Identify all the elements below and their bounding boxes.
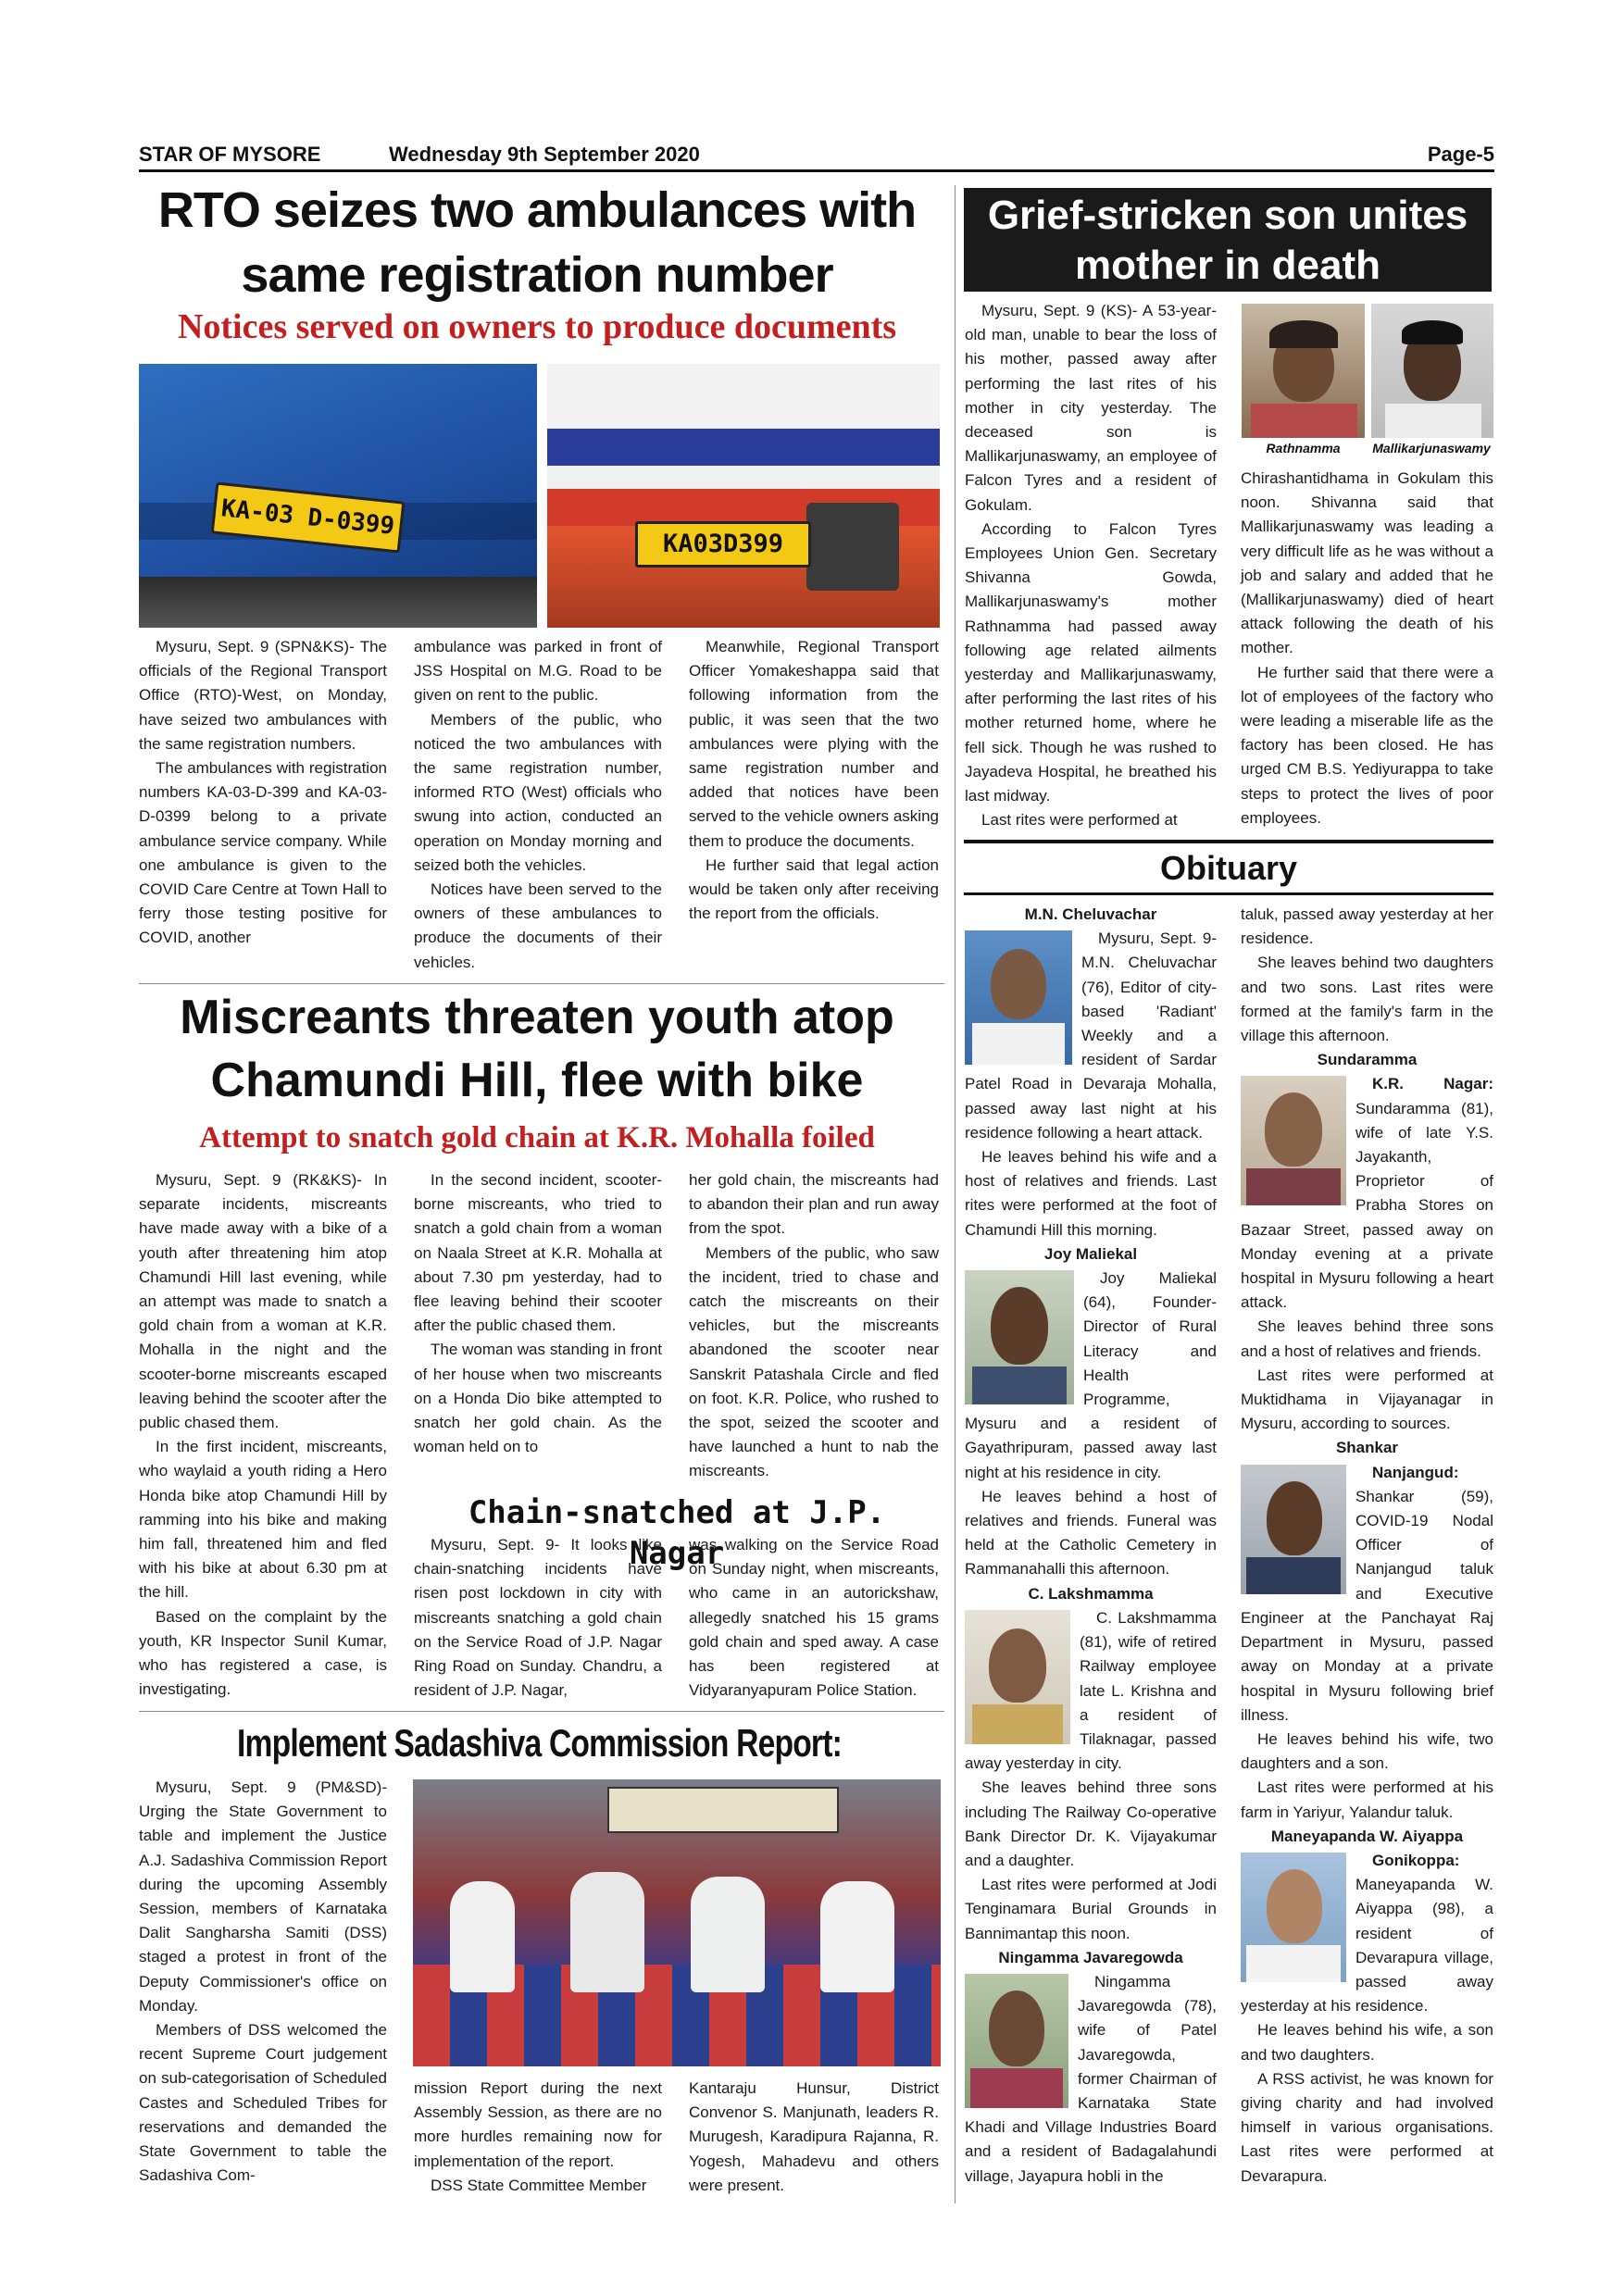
obit-lakshmamma-text2: She leaves behind three sons including The Railway Co-operative Bank Director Dr. K. Vijayakumar and a daughter. <box>965 1778 1217 1869</box>
maliekal-shirt <box>972 1366 1067 1404</box>
number-plate-1 <box>211 481 406 553</box>
section-rule-miscreants <box>139 983 944 984</box>
rto-col2-para2: Members of the public, who noticed the two ambulances with the same registration number, informed RTO (West) officials who swung into action, conducted an operation on Monday morning and seized both the vehicles. <box>414 710 662 874</box>
obit-cheluvachar-text: Mysuru, Sept. 9- M.N. Cheluvachar (76), Editor of city-based 'Radiant' Weekly and a resident of Sardar Patel Road in Devaraja Mohalla, passed away last night at his residence following a heart attack. <box>965 930 1217 1142</box>
ningamma-sari <box>970 2068 1063 2108</box>
ambulance-hitch <box>806 503 899 591</box>
shankar-face <box>1267 1481 1322 1555</box>
shankar-shirt <box>1246 1557 1341 1594</box>
miscreants-col1-para2: In the first incident, miscreants, who waylaid a youth riding a Hero Honda bike atop Chamundi Hill by ramming into his bike and making him fall, threatened him and fled with his bike at about 6.30 pm at the hill. <box>139 1438 387 1602</box>
obit-ningamma-name: Ningamma Javaregowda <box>998 1948 1183 1966</box>
obituary-rule-bottom <box>964 892 1493 895</box>
cheluvachar-photo <box>965 930 1072 1065</box>
dss-column-2 <box>414 2077 662 2198</box>
aiyappa-photo <box>1241 1853 1346 1982</box>
grief-headline-box <box>964 188 1492 292</box>
sundaramma-sari <box>1246 1168 1341 1205</box>
obit-maliekal-name: Joy Maliekal <box>1043 1244 1138 1263</box>
chain-column-2 <box>689 1533 939 1703</box>
protest-banner <box>607 1787 839 1833</box>
column-divider <box>955 185 956 2203</box>
grief-col1-para3: Last rites were performed at <box>981 811 1178 830</box>
obituary-title: Obituary <box>1159 849 1298 887</box>
miscreants-col1-para3: Based on the complaint by the youth, KR Inspector Sunil Kumar, who has registered a case, is investigating. <box>139 1607 387 1699</box>
grief-col1-para1: Mysuru, Sept. 9 (KS)- A 53-year-old man, unable to bear the loss of his mother, passed away after performing the last rites of his mother in city yesterday. The deceased son is Mallikarjunaswamy, an employee of Falcon Tyres and a resident of Gokulam. <box>965 302 1217 514</box>
protester-1 <box>450 1881 515 1992</box>
masthead <box>139 139 1494 170</box>
ambulance-ground <box>139 577 537 628</box>
miscreants-headline-line2: Chamundi Hill, flee with bike <box>210 1054 864 1107</box>
ambulance-photo-2 <box>547 364 940 628</box>
rto-col1-para1: Mysuru, Sept. 9 (SPN&KS)- The officials of the Regional Transport Office (RTO)-West, on Monday, have seized two ambulances with the same registration numbers. <box>139 638 387 753</box>
chain-col1-para1: Mysuru, Sept. 9- It looks like chain-snatching incidents have risen post lockdown in city with miscreants snatching a gold chain on the Service Road of J.P. Nagar Ring Road on Sunday. Chandru, a resident of J.P. Nagar, <box>414 1536 662 1700</box>
obit-aiyappa-text2: He leaves behind his wife, a son and two daughters. <box>1241 2021 1493 2064</box>
obit-maliekal-text2: He leaves behind a host of relatives and friends. Funeral was held at the Catholic Cemetery in Rammanahalli this afternoon. <box>965 1487 1217 1578</box>
mallikarjunaswamy-caption: Mallikarjunaswamy <box>1372 441 1491 455</box>
number-plate-2-text: KA03D399 <box>662 530 784 558</box>
maliekal-photo <box>965 1270 1074 1404</box>
dss-col1-para1: Mysuru, Sept. 9 (PM&SD)- Urging the State Government to table and implement the Justice A.J. Sadashiva Commission Report during the upcoming Assembly Session, members of Karnataka Dalit Sangharsha Samiti (DSS) staged a protest in front of the Deputy Commissioner's office on Monday. <box>139 1778 387 2015</box>
obit-maliekal-text: Joy Maliekal (64), Founder-Director of Rural Literacy and Health Programme, Mysuru and a resident of Gayathripuram, passed away last night at his residence in city. <box>965 1269 1217 1481</box>
number-plate-2 <box>635 521 811 568</box>
miscreants-column-2 <box>414 1168 662 1459</box>
obit-ningamma-cont2: She leaves behind two daughters and two sons. Last rites were formed at the family's farm in the village this afternoon. <box>1241 954 1493 1045</box>
lakshmamma-photo <box>965 1610 1070 1744</box>
section-rule-dss <box>139 1711 944 1712</box>
cheluvachar-face <box>991 949 1046 1019</box>
lakshmamma-face <box>989 1628 1046 1703</box>
obit-ningamma-cont: taluk, passed away yesterday at her residence. <box>1241 905 1493 948</box>
obit-aiyappa-lead: Gonikoppa: <box>1372 1851 1460 1869</box>
grief-column-2 <box>1241 467 1493 830</box>
obit-sundaramma-text2: She leaves behind three sons and a host of relatives and friends. <box>1241 1317 1493 1360</box>
obit-cheluvachar-text2: He leaves behind his wife and a host of relatives and friends. Last rites were performed at the foot of Chamundi Hill this morning. <box>965 1148 1217 1239</box>
obit-shankar-lead: Nanjangud: <box>1372 1463 1459 1481</box>
dss-col1-para2: Members of DSS welcomed the recent Supreme Court judgement on sub-categorisation of Scheduled Castes and Scheduled Tribes for reservations and demanded the State Government to table the Sadashiva Com- <box>139 2021 387 2185</box>
obituary-column-2 <box>1241 903 1493 2189</box>
miscreants-deck: Attempt to snatch gold chain at K.R. Mohalla foiled <box>199 1121 875 1154</box>
obit-cheluvachar-name: M.N. Cheluvachar <box>1024 905 1157 923</box>
dss-protest-photo <box>413 1779 941 2066</box>
ambulance-stripe-white2 <box>547 466 940 489</box>
obituary-rule-top <box>964 840 1493 843</box>
rathnamma-hair <box>1269 320 1338 348</box>
ningamma-photo <box>965 1974 1068 2108</box>
miscreants-col1-para1: Mysuru, Sept. 9 (RK&KS)- In separate incidents, miscreants have made away with a bike of a youth after threatening him atop Chamundi Hill last evening, while an attempt was made to snatch a gold chain from a woman at K.R. Mohalla in the night and the scooter-borne miscreants escaped leaving behind the scooter after the public chased them. <box>139 1171 387 1432</box>
obit-shankar-text3: Last rites were performed at his farm in Yariyur, Yalandur taluk. <box>1241 1778 1493 1821</box>
rto-headline-line2: same registration number <box>241 247 833 303</box>
obit-lakshmamma-text3: Last rites were performed at Jodi Tenginamara Burial Grounds in Bannimantap this noon. <box>965 1876 1217 1942</box>
rto-col3-para1: Meanwhile, Regional Transport Officer Yomakeshappa said that following information from the public, it was seen that the two ambulances were plying with the same registration number and added that notices have been served to the vehicle owners asking them to produce the documents. <box>689 638 939 850</box>
protester-2 <box>570 1872 644 1992</box>
chain-col2-para1: was walking on the Service Road on Sunday night, when miscreants, who came in an autorickshaw, allegedly snatched his 15 grams gold chain and sped away. A case has been registered at Vidyaranyapuram Police Station. <box>689 1536 939 1700</box>
ningamma-face <box>989 1990 1044 2066</box>
rto-column-3 <box>689 635 939 926</box>
rto-col2-para1: ambulance was parked in front of JSS Hospital on M.G. Road to be given on rent to the public. <box>414 638 662 705</box>
rto-col1-para2: The ambulances with registration numbers KA-03-D-399 and KA-03-D-0399 belong to a private ambulance service company. While one ambulance is given to the COVID Care Centre at Town Hall to ferry those testing positive for COVID, another <box>139 759 387 947</box>
rathnamma-caption: Rathnamma <box>1266 441 1341 455</box>
obit-sundaramma-text3: Last rites were performed at Muktidhama in Vijayanagar in Mysuru, according to sources. <box>1241 1366 1493 1433</box>
obit-lakshmamma-name: C. Lakshmamma <box>1028 1584 1154 1603</box>
dss-column-3 <box>689 2077 939 2198</box>
ambulance-stripe-white <box>547 364 940 429</box>
miscreants-col3-para1: her gold chain, the miscreants had to abandon their plan and run away from the spot. <box>689 1171 939 1238</box>
rto-col2-para3: Notices have been served to the owners of these ambulances to produce the documents of their vehicles. <box>414 880 662 971</box>
miscreants-column-3 <box>689 1168 939 1484</box>
miscreants-col2-para2: The woman was standing in front of her house when two miscreants on a Honda Dio bike attempted to snatch her gold chain. As the woman held on to <box>414 1341 662 1456</box>
ambulance-photo-1 <box>139 364 537 628</box>
maliekal-face <box>991 1287 1048 1365</box>
mallikarjunaswamy-shirt <box>1385 404 1481 438</box>
rto-deck: Notices served on owners to produce documents <box>177 307 897 346</box>
obit-ningamma-text: Ningamma Javaregowda (78), wife of Patel Javaregowda, former Chairman of Karnataka State Khadi and Village Industries Board and a resident of Badagalahundi village, Jayapura hobli in the <box>965 1972 1217 2185</box>
grief-headline-line1: Grief-stricken son unites <box>987 193 1468 238</box>
obit-sundaramma-lead: K.R. Nagar: <box>1372 1075 1493 1093</box>
masthead-rule <box>139 169 1494 172</box>
miscreants-column-1 <box>139 1168 387 1702</box>
obit-shankar-name: Shankar <box>1335 1439 1399 1457</box>
number-plate-1-text: KA-03 D-0399 <box>219 494 396 541</box>
mallikarjunaswamy-photo <box>1371 304 1493 438</box>
dss-column-1 <box>139 1776 387 2188</box>
lakshmamma-sari <box>972 1704 1063 1744</box>
miscreants-col3-para2: Members of the public, who saw the incident, tried to chase and catch the miscreants on their vehicles, but the miscreants abandoned the scooter near Sanskrit Patashala Circle and fled on foot. K.R. Police, who rushed to the spot, seized the scooter and have launched a hunt to nab the miscreants. <box>689 1243 939 1480</box>
grief-column-1 <box>965 299 1217 832</box>
sundaramma-photo <box>1241 1076 1346 1205</box>
rto-column-1 <box>139 635 387 951</box>
protester-4 <box>820 1881 894 1992</box>
shankar-photo <box>1241 1465 1346 1594</box>
cheluvachar-shirt <box>972 1023 1065 1065</box>
miscreants-col2-para1: In the second incident, scooter-borne miscreants, who tried to snatch a gold chain from a woman on Naala Street at K.R. Mohalla at about 7.30 pm yesterday, had to flee leaving behind their scooter after the public chased them. <box>414 1171 662 1335</box>
obit-aiyappa-name: Maneyapanda W. Aiyappa <box>1270 1827 1464 1845</box>
paper-name: STAR OF MYSORE <box>139 143 321 166</box>
obit-shankar-text2: He leaves behind his wife, two daughters and a son. <box>1241 1729 1493 1773</box>
dss-headline: Implement Sadashiva Commission Report: <box>237 1721 842 1765</box>
aiyappa-shirt <box>1246 1945 1341 1982</box>
grief-col2-para2: He further said that there were a lot of employees of the factory who were leading a miserable life as the factory has been closed. He has urged CM B.S. Yediyurappa to take steps to protect the lives of poor employees. <box>1241 663 1493 827</box>
grief-headline-line2: mother in death <box>1074 243 1381 288</box>
rathnamma-sari <box>1251 404 1357 438</box>
obit-sundaramma-name: Sundaramma <box>1317 1051 1418 1069</box>
protester-3 <box>691 1877 765 1992</box>
dss-col2-para2: DSS State Committee Member <box>431 2176 647 2194</box>
rto-headline-line1: RTO seizes two ambulances with <box>157 182 917 238</box>
mallikarjunaswamy-hair <box>1402 320 1463 344</box>
obit-lakshmamma-text: C. Lakshmamma (81), wife of retired Railway employee late L. Krishna and a resident of Tilaknagar, passed away yesterday in city. <box>965 1608 1217 1773</box>
sundaramma-face <box>1265 1092 1322 1167</box>
page-number: Page-5 <box>1427 143 1494 166</box>
dss-col2-para1: mission Report during the next Assembly Session, as there are no more hurdles remaining now for implementation of the report. <box>414 2079 662 2170</box>
issue-date: Wednesday 9th September 2020 <box>389 143 700 166</box>
rto-col3-para2: He further said that legal action would be taken only after receiving the report from the officials. <box>689 855 939 923</box>
rathnamma-photo <box>1242 304 1365 438</box>
ambulance-stripe-blue <box>547 429 940 466</box>
chain-headline: Chain-snatched at J.P. Nagar <box>468 1494 886 1572</box>
aiyappa-face <box>1267 1869 1322 1943</box>
obit-aiyappa-text3: A RSS activist, he was known for giving charity and had involved himself in various organisations. Last rites were performed at Devarapura. <box>1241 2069 1493 2185</box>
grief-col2-para1: Chirashantidhama in Gokulam this noon. Shivanna said that Mallikarjunaswamy was leading a very difficult life as he was without a job and salary and added that he (Mallikarjunaswamy) died of heart attack following the death of his mother. <box>1241 469 1493 657</box>
obit-aiyappa-body: Maneyapanda W. Aiyappa (98), a resident of Devarapura village, passed away yesterday at his residence. <box>1241 1876 1493 2015</box>
miscreants-headline-line1: Miscreants threaten youth atop <box>180 991 894 1044</box>
obituary-column-1 <box>965 903 1217 2189</box>
rto-column-2 <box>414 635 662 975</box>
obit-shankar-body: Shankar (59), COVID-19 Nodal Officer of Nanjangud taluk and Executive Engineer at the Panchayat Raj Department in Mysuru, passed away on Monday at a private hospital in Mysuru following brief illness. <box>1241 1487 1493 1724</box>
dss-col3-para1: Kantaraju Hunsur, District Convenor S. Manjunath, leaders R. Murugesh, Karadipura Rajanna, R. Yogesh, Mahadevu and others were present. <box>689 2079 939 2194</box>
obit-sundaramma-body: Sundaramma (81), wife of late Y.S. Jayakanth, Proprietor of Prabha Stores on Bazaar Street, passed away on Monday evening at a private hospital in Mysuru following a heart attack. <box>1241 1099 1493 1312</box>
grief-col1-para2: According to Falcon Tyres Employees Union Gen. Secretary Shivanna Gowda, Mallikarjunaswamy's mother Rathnamma had passed away following age related ailments yesterday and Mallikarjunaswamy, after performing the last rites of his mother returned home, where he fell sick. Though he was rushed to Jayadeva Hospital, he breathed his last midway. <box>965 519 1217 805</box>
chain-column-1 <box>414 1533 662 1703</box>
